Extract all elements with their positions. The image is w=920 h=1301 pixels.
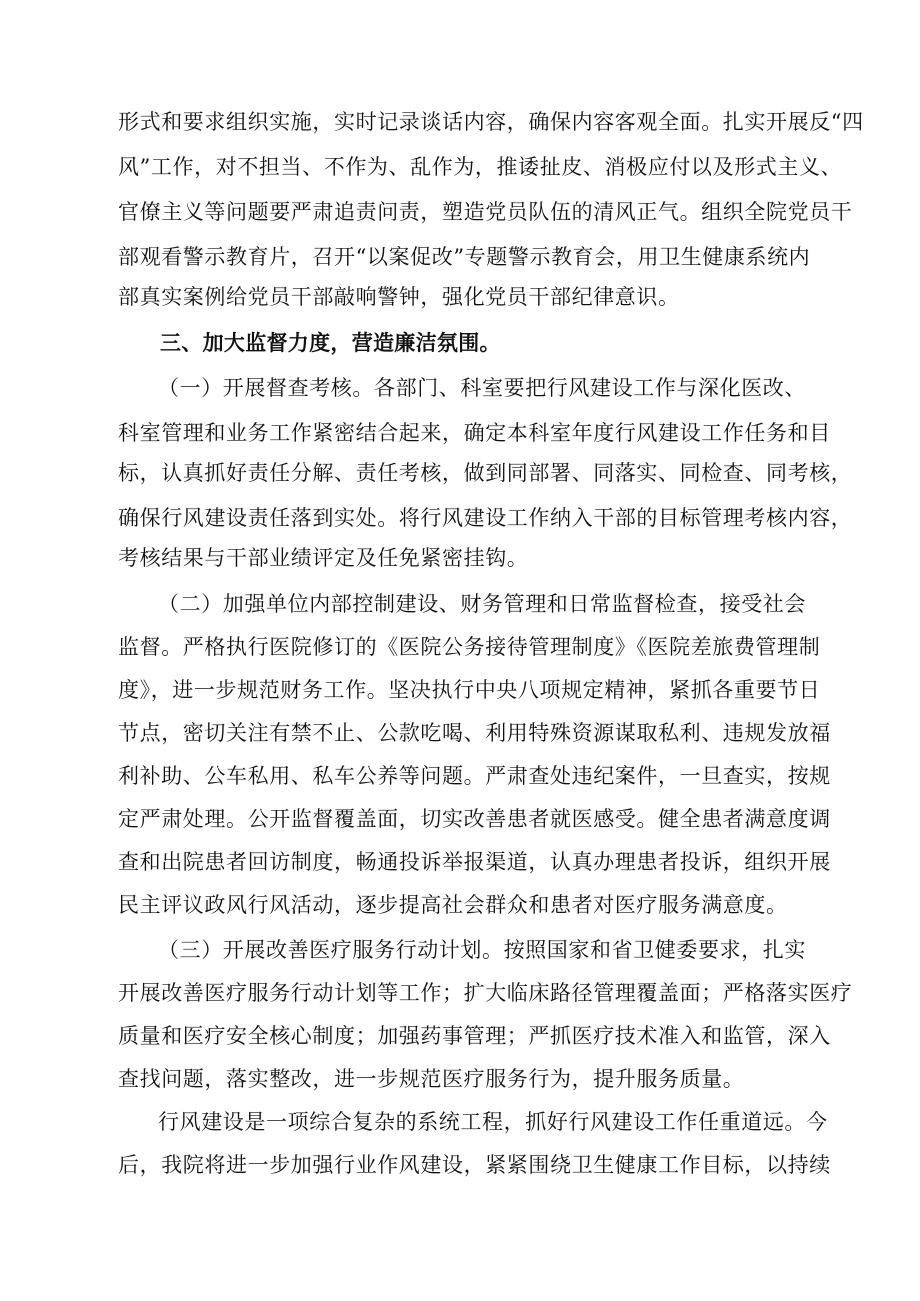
text-line: 考核结果与干部业绩评定及任免紧密挂钩。 — [118, 546, 529, 570]
text-line: 形式和要求组织实施，实时记录谈话内容，确保内容客观全面。扎实开展反“四 — [118, 110, 864, 134]
text-line: 查找问题，落实整改，进一步规范医疗服务行为，提升服务质量。 — [118, 1067, 745, 1091]
text-line: 后，我院将进一步加强行业作风建设，紧紧围绕卫生健康工作目标，以持续 — [118, 1153, 831, 1177]
text-line: 标，认真抓好责任分解、责任考核，做到同部署、同落实、同检查、同考核， — [118, 461, 853, 485]
text-line: 利补助、公车私用、私车公养等问题。严肃查处违纪案件，一旦查实，按规 — [118, 764, 831, 788]
text-line: 风”工作，对不担当、不作为、乱作为，推诿扯皮、消极应付以及形式主义、 — [118, 155, 843, 179]
text-line: 部真实案例给党员干部敲响警钟，强化党员干部纪律意识。 — [118, 285, 680, 309]
text-line: 监督。严格执行医院修订的《医院公务接待管理制度》《医院差旅费管理制 — [118, 635, 821, 659]
text-line: 官僚主义等问题要严肃追责问责，塑造党员队伍的清风正气。组织全院党员干 — [118, 200, 853, 224]
text-line: 定严肃处理。公开监督覆盖面，切实改善患者就医感受。健全患者满意度调 — [118, 807, 831, 831]
text-line: （二）加强单位内部控制建设、财务管理和日常监督检查，接受社会 — [158, 592, 806, 616]
text-line: 科室管理和业务工作紧密结合起来，确定本科室年度行风建设工作任务和目 — [118, 421, 831, 445]
text-line: 确保行风建设责任落到实处。将行风建设工作纳入干部的目标管理考核内容， — [118, 506, 853, 530]
text-line: 度》，进一步规范财务工作。坚决执行中央八项规定精神，紧抓各重要节日 — [118, 678, 821, 702]
text-line: （三）开展改善医疗服务行动计划。按照国家和省卫健委要求，扎实 — [158, 938, 806, 962]
text-line: 民主评议政风行风活动，逐步提高社会群众和患者对医疗服务满意度。 — [118, 893, 788, 917]
text-line: （一）开展督查考核。各部门、科室要把行风建设工作与深化医改、 — [158, 376, 806, 400]
text-line: 查和出院患者回访制度，畅通投诉举报渠道，认真办理患者投诉，组织开展 — [118, 850, 831, 874]
text-line: 开展改善医疗服务行动计划等工作；扩大临床路径管理覆盖面；严格落实医疗 — [118, 981, 853, 1005]
text-line: 行风建设是一项综合复杂的系统工程，抓好行风建设工作任重道远。今 — [158, 1110, 828, 1134]
text-line: 质量和医疗安全核心制度；加强药事管理；严抓医疗技术准入和监管，深入 — [118, 1024, 831, 1048]
text-line: 节点，密切关注有禁不止、公款吃喝、利用特殊资源谋取私利、违规发放福 — [118, 721, 831, 745]
text-line: 部观看警示教育片，召开“以案促改”专题警示教育会，用卫生健康系统内 — [118, 245, 811, 269]
section-heading: 三、加大监督力度，营造廉洁氛围。 — [160, 331, 501, 355]
